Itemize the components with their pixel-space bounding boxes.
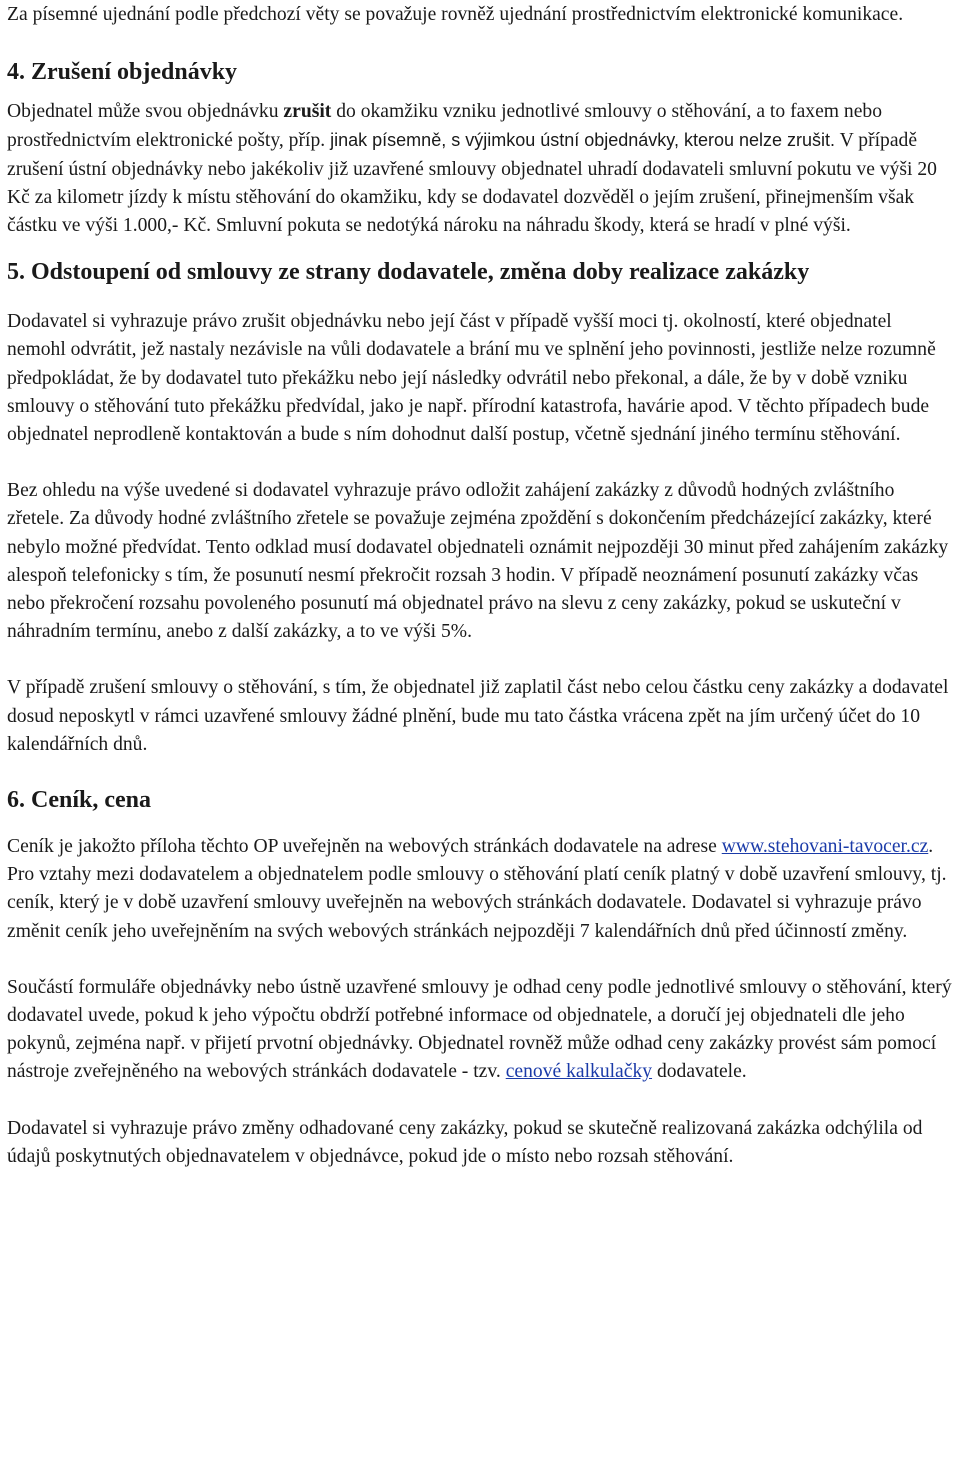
section-4-paragraph bbox=[7, 98, 952, 240]
emphasis-zrusit: zrušit bbox=[283, 101, 332, 123]
section-5-paragraph-2: Bez ohledu na výše uvedené si dodavatel vyhrazuje právo odložit zahájení zakázky z důvodů hodných zvláštního zřetele. Za důvody hodné zvláštního zřetele se považuje zejména zpoždění s dokončením předcházející zakázky, které nebylo možné předvídat. Tento odklad musí dodavatel objednateli oznámit nejpozději 30 minut před zahájením zakázky alespoň telefonicky s tím, že posunutí nesmí překročit rozsah 3 hodin. V případě neoznámení posunutí zakázky včas nebo překročení rozsahu povoleného posunutí má objednatel právo na slevu z ceny zakázky, pokud se uskuteční v náhradním termínu, anebo z další zakázky, a to ve výši 5%. bbox=[7, 480, 949, 643]
section-4-heading: 4. Zrušení objednávky bbox=[7, 59, 238, 86]
price-calculator-link[interactable]: cenové kalkulačky bbox=[505, 1061, 653, 1083]
text-run: Ceník je jakožto příloha těchto OP uveřejněn na webových stránkách dodavatele na adrese bbox=[7, 836, 722, 858]
section-6-paragraph-3: Dodavatel si vyhrazuje právo změny odhadované ceny zakázky, pokud se skutečně realizovaná zakázka odchýlila od údajů poskytnutých objednavatelem v objednávce, pokud jde o místo nebo rozsah stěhování. bbox=[7, 1117, 923, 1167]
text-run: V případě zrušení ústní objednávky nebo jakékoliv již uzavřené smlouvy objednatel uhradí dodavateli smluvní pokutu ve výši 20 Kč za kilometr jízdy k místu stěhování do okamžiku, kdy se dodavatel dozvěděl o jejím zrušení, přinejmenším však částku ve výši 1.000,- Kč. Smluvní pokuta se nedotýká nároku na náhradu škody, která se hradí v plné výši. bbox=[7, 130, 937, 237]
text-run: . Pro vztahy mezi dodavatelem a objednatelem podle smlouvy o stěhování platí ceník platný v době uzavření smlouvy, tj. ceník, který je v době uzavření smlouvy uveřejněn na webových stránkách dodavatele. Dodavatel si vyhrazuje právo změnit ceník jeho uveřejněním na svých webových stránkách nejpozději 7 kalendářních dnů před účinností změny. bbox=[7, 836, 947, 942]
text-run: do okamžiku vzniku jednotlivé smlouvy o stěhování, a to faxem nebo prostřednictvím elektronické pošty, příp. bbox=[7, 101, 883, 152]
text-run: Součástí formuláře objednávky nebo ústně uzavřené smlouvy je odhad ceny podle jednotlivé smlouvy o stěhování, který dodavatel uvede, pokud k jeho výpočtu obdrží potřebné informace od objednatele, a doručí jej objednateli dle jeho pokynů, zejména např. v přijetí prvotní objednávky. Objednatel rovněž může odhad ceny zakázky provést sám pomocí nástroje zveřejněného na webových stránkách dodavatele - tzv. bbox=[7, 976, 952, 1083]
document-page bbox=[0, 1, 960, 1474]
section-5-paragraph-3: V případě zrušení smlouvy o stěhování, s tím, že objednatel již zaplatil část nebo celou částku ceny zakázky a dodavatel dosud neposkytl v rámci uzavřené smlouvy žádné plnění, bude mu tato částka vrácena zpět na jím určený účet do 10 kalendářních dnů. bbox=[7, 677, 949, 755]
text-run: Objednatel může svou objednávku bbox=[7, 101, 284, 123]
section-6-paragraph-1 bbox=[7, 833, 952, 946]
section-5-heading: 5. Odstoupení od smlouvy ze strany dodavatele, změna doby realizace zakázky bbox=[7, 259, 810, 286]
website-link[interactable]: www.stehovani-tavocer.cz bbox=[721, 836, 929, 858]
section-6-paragraph-2 bbox=[7, 974, 952, 1087]
intro-paragraph: Za písemné ujednání podle předchozí věty se považuje rovněž ujednání prostřednictvím elektronické komunikace. bbox=[7, 4, 904, 25]
section-6-heading: 6. Ceník, cena bbox=[7, 787, 151, 814]
text-run: dodavatele. bbox=[652, 1061, 747, 1083]
section-5-paragraph-1: Dodavatel si vyhrazuje právo zrušit objednávku nebo její část v případě vyšší moci tj. okolností, které objednatel nemohl odvrátit, jež nastaly nezávisle na vůli dodavatele a brání mu ve splnění jeho povinnosti, jestliže nelze rozumně předpokládat, že by dodavatel tuto překážku nebo její následky odvrátil nebo překonal, a dále, že by v době vzniku smlouvy o stěhování tuto překážku předvídal, jako je např. přírodní katastrofa, havárie apod. V těchto případech bude objednatel neprodleně kontaktován a bude s ním dohodnut další postup, včetně sjednání jiného termínu stěhování. bbox=[7, 311, 936, 446]
text-run-sans: jinak písemně, s výjimkou ústní objednávky, kterou nelze zrušit. bbox=[325, 130, 836, 151]
